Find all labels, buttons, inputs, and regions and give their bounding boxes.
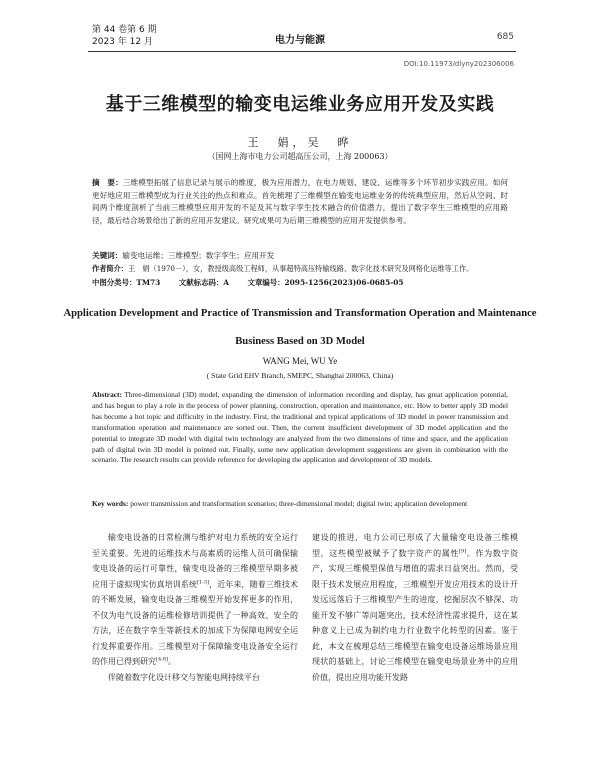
body-text: 。 xyxy=(167,657,176,666)
abstract-en xyxy=(92,390,508,466)
article-number: 文章编号：2095-1256(2023)06-0685-05 xyxy=(247,278,404,287)
authors-en: WANG Mei, WU Ye xyxy=(262,356,338,366)
author-bio-text: 王 娟（1970－），女，教授级高级工程师，从事超特高压特输线路、数字化技术研究及网格化运维等工作。 xyxy=(127,264,474,273)
keywords-en xyxy=(92,499,508,510)
abstract-en-label: Abstract: xyxy=(92,390,122,399)
body-text: ，近年来，随着三维技术的不断发展，输变电设备三维模型开始发挥更多的作用，不仅为电气设备的运维检修培训提供了一种高效、安全的方法，还在数字孪生等新技术的加成下为保障电网安全运行发挥重要作用。三维模型对于保障输变电设备安全运行的作用已得到研究 xyxy=(92,579,298,666)
body-text: 输变电设备的日常检测与维护对电力系统的安全运行至关重要。先进的运维技术与高素质的运维人员可确保输变电设备的运行可靠性，输变电设备的三维模型早期多被应用于虚拟现实仿真培训系统 xyxy=(92,533,298,589)
keywords-en-text: power transmission and transformation scenarios; three-dimensional model; digital twin; application development xyxy=(130,499,468,508)
authors-cn: 王 娟，吴 晔 xyxy=(247,136,353,149)
citation: [4-8] xyxy=(156,656,168,663)
volume-issue: 第 44 卷第 6 期 xyxy=(92,25,157,35)
article-title-en: Application Development and Practice of Transmission and Transformation Operation and Maintenance Business Based on 3D Model xyxy=(63,308,537,347)
classification-row xyxy=(92,277,508,289)
body-paragraph xyxy=(92,530,298,670)
abstract-en-text: Three-dimensional (3D) model, expanding the dimension of information recording and display, has great application potential, and has begun to play a role in the process of power planning, construction, operation and maintenance, etc. How to better apply 3D model has become a hot topic and difficulty in the industry. First, the traditional and typical applications of 3D model in power transmission and transformation operation and maintenance are sorted out. Then, the current insufficient development of 3D model application and the potential to integrate 3D model with digital twin technology are analyzed from the two dimensions of time and space, and the application path of digital twin 3D model is pointed out. Finally, some new application development suggestions are given in combination with the scenario. The research results can provide reference for developing the application and development of 3D models. xyxy=(92,390,508,465)
publication-date: 2023 年 12 月 xyxy=(92,37,153,47)
author-bio-cn xyxy=(92,263,508,275)
article-title-cn: 基于三维模型的输变电运维业务应用开发及实践 xyxy=(105,94,495,115)
keywords-cn-label: 关键词： xyxy=(92,251,123,260)
document-code: 文献标志码：A xyxy=(178,278,229,287)
keywords-cn xyxy=(92,250,508,262)
clc-number: 中图分类号：TM73 xyxy=(92,278,161,287)
journal-name: 电力与能源 xyxy=(275,35,325,46)
abstract-cn-text: 三维模型拓展了信息记录与展示的维度，极为应用潜力，在电力规划、建设、运维等多个环节初步实践应用。如何更好地应用三维模型成为行业关注的热点和难点。首先梳理了三维模型在输变电运维业务的传统典型应用，然后从空间、时间两个维度剖析了当前三维模型应用开发的不足及其与数字孪生技术融合的价值潜力，提出了数字孪生三维模型的应用路径，最后结合场景给出了新的应用开发建议。研究成果可为后期三维模型的应用开发提供参考。 xyxy=(92,178,508,225)
body-text: 。作为数字资产，实现三维模型保值与增值的需求日益突出。然而，受限于技术发展应用程度，三维模型开发应用技术的设计开发远远落后于三维模型产生的进度，挖掘层次不够深、功能开发不够广等问题突出，技术经济性需求提升，这在某种意义上已成为制约电力行业数字化转型的因素。鉴于此，本文在梳理总结三维模型在输变电设备运维场景应用现状的基础上，讨论三维模型在输变电场景业务中的应用价值，提出应用功能开发路 xyxy=(312,548,519,682)
abstract-cn-label: 摘 要： xyxy=(92,178,123,187)
keywords-cn-text: 输变电运维；三维模型；数字孪生；应用开发 xyxy=(122,251,275,260)
header-rule xyxy=(88,51,516,52)
body-column-right xyxy=(312,530,518,685)
citation: [9] xyxy=(459,547,467,554)
author-bio-label: 作者简介： xyxy=(92,264,128,273)
body-text: 伴随着数字化设计移交与智能电网持续平台 xyxy=(108,672,260,682)
affiliation-cn: （国网上海市电力公司超高压公司，上海 200063） xyxy=(207,152,393,161)
affiliation-en: ( State Grid EHV Branch, SMEPC, Shanghai 200063, China) xyxy=(206,371,394,380)
citation: [1-3] xyxy=(197,578,210,585)
body-text: 建设的推进，电力公司已形成了大量输变电设备三维模型，这些模型被赋予了数字资产的属性 xyxy=(312,533,518,558)
doi: DOI:10.11973/dlyny202306006 xyxy=(403,60,514,68)
abstract-cn xyxy=(92,177,508,227)
keywords-en-label: Key words: xyxy=(92,499,129,508)
body-paragraph xyxy=(92,670,298,686)
body-column-left xyxy=(92,530,298,685)
page-number: 685 xyxy=(496,32,514,42)
body-paragraph xyxy=(312,530,518,685)
